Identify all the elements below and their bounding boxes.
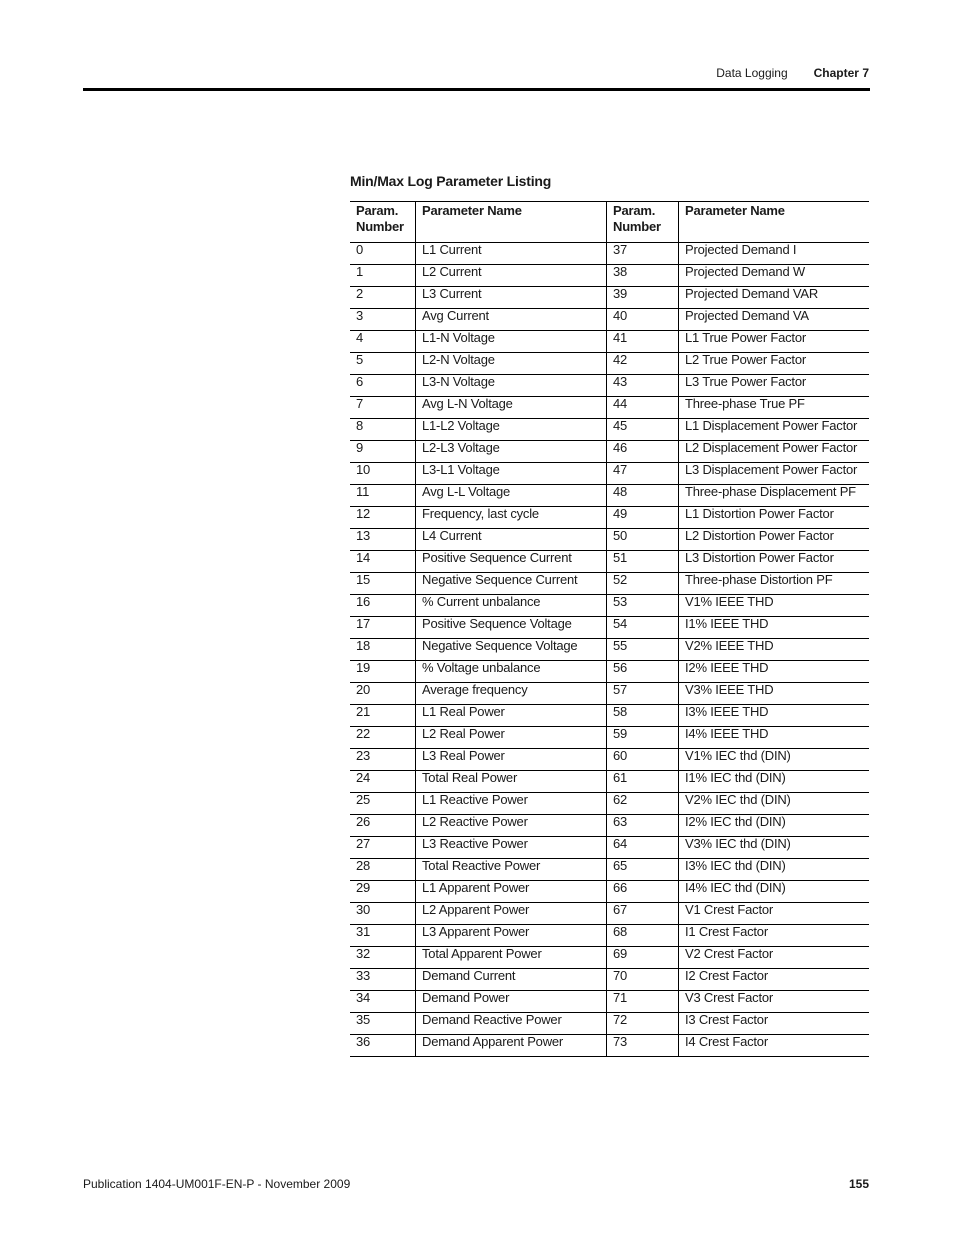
header-param-number-1: Param. Number [350,202,416,243]
param-number-right: 65 [607,859,679,881]
param-number-left: 20 [350,683,416,705]
table-row [350,991,869,1013]
parameter-name-right: Projected Demand VAR [679,287,870,309]
param-number-right: 39 [607,287,679,309]
page-number: 155 [848,1177,869,1191]
param-number-left: 14 [350,551,416,573]
parameter-name-right: L2 Distortion Power Factor [679,529,870,551]
param-number-right: 47 [607,463,679,485]
table-row [350,529,869,551]
parameter-name-left: % Current unbalance [416,595,607,617]
table-row [350,573,869,595]
parameter-name-right: V3% IEEE THD [679,683,870,705]
header-parameter-name-2: Parameter Name [679,202,870,243]
param-number-right: 46 [607,441,679,463]
parameter-name-right: Three-phase True PF [679,397,870,419]
parameter-name-right: I1% IEC thd (DIN) [679,771,870,793]
parameter-name-right: I4 Crest Factor [679,1035,870,1057]
table-row [350,287,869,309]
parameter-name-left: L1-N Voltage [416,331,607,353]
param-number-right: 60 [607,749,679,771]
parameter-name-left: L1 Reactive Power [416,793,607,815]
param-number-right: 70 [607,969,679,991]
param-number-right: 73 [607,1035,679,1057]
param-number-right: 51 [607,551,679,573]
parameter-name-right: I2% IEC thd (DIN) [679,815,870,837]
param-number-right: 50 [607,529,679,551]
table-row [350,815,869,837]
param-number-right: 55 [607,639,679,661]
parameter-name-right: I1 Crest Factor [679,925,870,947]
table-row [350,749,869,771]
table-row [350,551,869,573]
parameter-name-left: L2 Apparent Power [416,903,607,925]
param-number-right: 40 [607,309,679,331]
parameter-name-left: Total Reactive Power [416,859,607,881]
header-section: Data Logging [716,66,788,80]
parameter-name-left: L2 Reactive Power [416,815,607,837]
table-row [350,331,869,353]
parameter-name-left: Positive Sequence Current [416,551,607,573]
table-row [350,397,869,419]
parameter-name-right: I2% IEEE THD [679,661,870,683]
param-number-left: 26 [350,815,416,837]
param-number-right: 41 [607,331,679,353]
parameter-name-right: I4% IEC thd (DIN) [679,881,870,903]
table-row [350,1035,869,1057]
parameter-name-left: Avg Current [416,309,607,331]
table-row [350,771,869,793]
parameter-name-right: L1 True Power Factor [679,331,870,353]
table-row [350,639,869,661]
param-number-right: 62 [607,793,679,815]
param-number-left: 17 [350,617,416,639]
table-row [350,375,869,397]
parameter-name-right: L3 True Power Factor [679,375,870,397]
param-number-right: 68 [607,925,679,947]
table-caption: Min/Max Log Parameter Listing [350,173,552,189]
parameter-name-left: L3 Real Power [416,749,607,771]
parameter-name-right: Projected Demand VA [679,309,870,331]
param-number-left: 3 [350,309,416,331]
header-parameter-name-1: Parameter Name [416,202,607,243]
param-number-left: 33 [350,969,416,991]
param-number-left: 6 [350,375,416,397]
parameter-name-right: I3% IEEE THD [679,705,870,727]
parameter-name-left: Avg L-L Voltage [416,485,607,507]
parameter-name-left: L1 Apparent Power [416,881,607,903]
table-row [350,441,869,463]
parameter-name-left: L3-L1 Voltage [416,463,607,485]
parameter-name-left: Demand Apparent Power [416,1035,607,1057]
param-number-left: 9 [350,441,416,463]
parameter-name-left: Total Real Power [416,771,607,793]
param-number-right: 42 [607,353,679,375]
table-row [350,595,869,617]
table-row [350,683,869,705]
param-number-right: 53 [607,595,679,617]
parameter-name-right: V2% IEEE THD [679,639,870,661]
parameter-name-right: L3 Distortion Power Factor [679,551,870,573]
parameter-name-left: L2-N Voltage [416,353,607,375]
param-number-right: 56 [607,661,679,683]
parameter-name-left: L2 Real Power [416,727,607,749]
param-number-right: 63 [607,815,679,837]
param-number-left: 4 [350,331,416,353]
param-number-right: 52 [607,573,679,595]
parameter-name-right: I3 Crest Factor [679,1013,870,1035]
param-number-left: 1 [350,265,416,287]
publication-footer: Publication 1404-UM001F-EN-P - November 2009 [83,1177,351,1191]
param-number-right: 45 [607,419,679,441]
parameter-name-right: V3 Crest Factor [679,991,870,1013]
parameter-name-left: L3 Reactive Power [416,837,607,859]
param-number-left: 15 [350,573,416,595]
param-number-right: 37 [607,243,679,265]
param-number-right: 54 [607,617,679,639]
parameter-name-right: Projected Demand W [679,265,870,287]
param-number-right: 64 [607,837,679,859]
param-number-left: 16 [350,595,416,617]
parameter-name-left: Demand Power [416,991,607,1013]
param-number-left: 31 [350,925,416,947]
parameter-table [350,201,869,1057]
parameter-name-left: Average frequency [416,683,607,705]
parameter-name-left: Avg L-N Voltage [416,397,607,419]
param-number-left: 21 [350,705,416,727]
param-number-left: 32 [350,947,416,969]
param-number-left: 22 [350,727,416,749]
parameter-name-left: Demand Reactive Power [416,1013,607,1035]
table-row [350,617,869,639]
param-number-right: 59 [607,727,679,749]
parameter-name-right: L3 Displacement Power Factor [679,463,870,485]
param-number-right: 67 [607,903,679,925]
parameter-name-left: Negative Sequence Current [416,573,607,595]
parameter-name-right: V2% IEC thd (DIN) [679,793,870,815]
param-number-right: 43 [607,375,679,397]
param-number-left: 34 [350,991,416,1013]
parameter-name-left: L4 Current [416,529,607,551]
param-number-right: 71 [607,991,679,1013]
table-row [350,881,869,903]
param-number-left: 12 [350,507,416,529]
table-row [350,837,869,859]
param-number-left: 11 [350,485,416,507]
param-number-left: 13 [350,529,416,551]
parameter-name-left: Total Apparent Power [416,947,607,969]
parameter-name-left: Frequency, last cycle [416,507,607,529]
table-row [350,661,869,683]
parameter-name-right: V3% IEC thd (DIN) [679,837,870,859]
running-header [716,66,869,80]
header-rule [83,88,870,91]
table-row [350,947,869,969]
param-number-left: 8 [350,419,416,441]
parameter-name-left: Demand Current [416,969,607,991]
table-row [350,705,869,727]
param-number-left: 0 [350,243,416,265]
param-number-right: 66 [607,881,679,903]
param-number-left: 19 [350,661,416,683]
parameter-name-right: V1% IEEE THD [679,595,870,617]
parameter-name-right: L2 True Power Factor [679,353,870,375]
table-row [350,463,869,485]
param-number-right: 48 [607,485,679,507]
parameter-name-right: L2 Displacement Power Factor [679,441,870,463]
parameter-name-right: V1 Crest Factor [679,903,870,925]
param-number-left: 28 [350,859,416,881]
param-number-left: 35 [350,1013,416,1035]
param-number-right: 44 [607,397,679,419]
table-row [350,969,869,991]
param-number-right: 58 [607,705,679,727]
table-body [350,243,869,1057]
parameter-name-left: L3 Apparent Power [416,925,607,947]
param-number-right: 49 [607,507,679,529]
parameter-name-left: L3 Current [416,287,607,309]
param-number-right: 69 [607,947,679,969]
table-row [350,1013,869,1035]
param-number-left: 5 [350,353,416,375]
param-number-left: 23 [350,749,416,771]
table-header-row [350,202,869,243]
param-number-left: 2 [350,287,416,309]
table-row [350,859,869,881]
parameter-name-right: L1 Displacement Power Factor [679,419,870,441]
param-number-left: 30 [350,903,416,925]
parameter-name-left: Negative Sequence Voltage [416,639,607,661]
param-number-right: 61 [607,771,679,793]
param-number-left: 29 [350,881,416,903]
table-row [350,485,869,507]
parameter-name-right: I3% IEC thd (DIN) [679,859,870,881]
param-number-left: 27 [350,837,416,859]
param-number-right: 57 [607,683,679,705]
parameter-name-left: L3-N Voltage [416,375,607,397]
parameter-name-left: L2 Current [416,265,607,287]
header-chapter: Chapter 7 [813,66,869,80]
param-number-right: 72 [607,1013,679,1035]
parameter-name-left: L1 Real Power [416,705,607,727]
parameter-name-left: Positive Sequence Voltage [416,617,607,639]
param-number-left: 36 [350,1035,416,1057]
table-row [350,925,869,947]
table-row [350,903,869,925]
param-number-left: 10 [350,463,416,485]
parameter-name-right: V2 Crest Factor [679,947,870,969]
parameter-name-right: I1% IEEE THD [679,617,870,639]
param-number-left: 24 [350,771,416,793]
parameter-name-right: Three-phase Displacement PF [679,485,870,507]
table-row [350,793,869,815]
parameter-name-right: I2 Crest Factor [679,969,870,991]
parameter-name-right: Three-phase Distortion PF [679,573,870,595]
parameter-name-right: I4% IEEE THD [679,727,870,749]
param-number-left: 7 [350,397,416,419]
param-number-left: 18 [350,639,416,661]
param-number-right: 38 [607,265,679,287]
parameter-name-left: L1 Current [416,243,607,265]
table-row [350,419,869,441]
parameter-name-left: % Voltage unbalance [416,661,607,683]
header-param-number-2: Param. Number [607,202,679,243]
table-row [350,353,869,375]
parameter-name-right: L1 Distortion Power Factor [679,507,870,529]
parameter-name-right: Projected Demand I [679,243,870,265]
table-row [350,507,869,529]
table-row [350,727,869,749]
table-row [350,309,869,331]
parameter-name-left: L2-L3 Voltage [416,441,607,463]
table-row [350,265,869,287]
parameter-name-right: V1% IEC thd (DIN) [679,749,870,771]
parameter-name-left: L1-L2 Voltage [416,419,607,441]
param-number-left: 25 [350,793,416,815]
table-row [350,243,869,265]
